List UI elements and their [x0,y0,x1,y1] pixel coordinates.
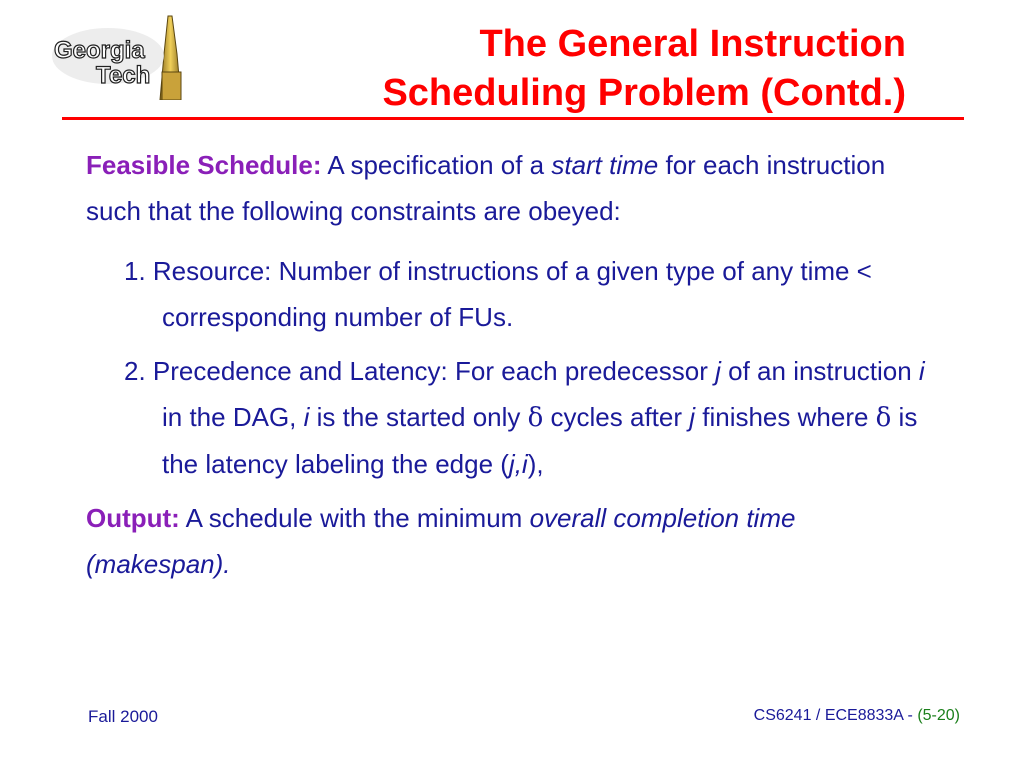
slide-title-line-1: The General Instruction [479,23,906,65]
makespan-emphasis: overall completion time (makespan). [86,503,796,579]
slide-title [382,20,906,118]
item2-text-4: is the started only [309,402,528,432]
georgia-tech-logo-graphic [50,14,190,100]
delta-symbol-2: δ [875,403,892,433]
logo-text-georgia: Georgia [54,37,145,64]
start-time-emphasis: start time [551,150,659,180]
item2-var-i: i [918,356,925,386]
edge-label-ji: j,i [508,449,528,479]
output-text-1: A schedule with the minimum [179,503,530,533]
item2-text-8: ), [527,449,544,479]
delta-symbol: δ [527,403,544,433]
footer-page-number: (5-20) [917,707,960,724]
item2-text-6: finishes where [695,402,876,432]
slide-body [86,142,946,587]
feasible-text-1: A specification of a [321,150,552,180]
item2-text-2: of an instruction [720,356,919,386]
item2-text-5: cycles after [543,402,690,432]
output-paragraph [86,495,946,587]
feasible-schedule-paragraph [86,142,916,234]
item2-text-7: is the latency labeling the edge ( [162,402,918,479]
item2-var-i-2: i [303,402,310,432]
item2-var-j: j [715,356,721,386]
item2-text-3: in the DAG, [162,402,304,432]
footer-course-page [754,707,960,725]
output-term: Output: [86,503,180,533]
feasible-schedule-term: Feasible Schedule: [86,150,322,180]
constraint-item-precedence [86,348,946,487]
item2-var-j-2: j [689,402,696,432]
title-divider [62,117,964,120]
logo-text-tech: Tech [96,62,151,89]
footer-course: CS6241 / ECE8833A - [753,707,918,724]
constraint-item-resource: 1. Resource: Number of instructions of a given type of any time < corresponding number of FUs. [124,256,872,332]
feasible-text-2: for each instruction such that the following constraints are obeyed: [86,150,886,226]
footer-semester: Fall 2000 [88,707,158,726]
georgia-tech-logo [50,14,190,100]
item2-text-1: 2. Precedence and Latency: For each predecessor [124,356,716,386]
slide-title-line-2: Scheduling Problem (Contd.) [382,72,906,114]
